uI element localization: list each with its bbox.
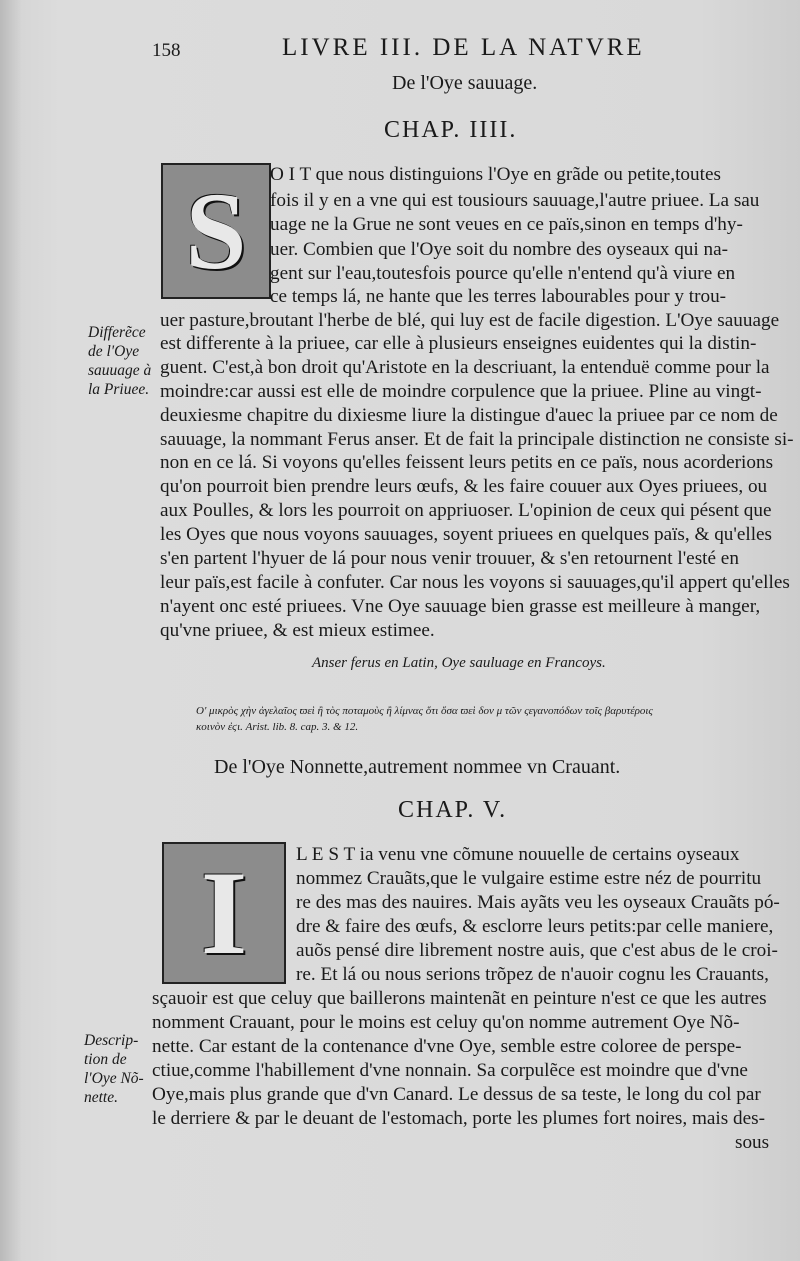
text-line: est differente à la priuee, car elle à plusieurs enseignes euidentes qui la distin- <box>160 333 757 354</box>
margin-note-description: Descrip- tion de l'Oye Nõ- nette. <box>84 1032 144 1106</box>
text-line: nommez Crauãts,que le vulgaire estime estre néz de pourritu <box>296 868 762 889</box>
text-line: qu'vne priuee, & est mieux estimee. <box>160 620 435 641</box>
text-line: non en ce lá. Si voyons qu'elles feissent leurs petits en ce païs, nous acorderions <box>160 452 774 473</box>
decorated-initial-i: I <box>162 842 286 984</box>
text-line: re. Et lá ou nous serions trõpez de n'auoir cognu les Crauants, <box>296 964 769 985</box>
text-line: Oye,mais plus grande que d'vn Canard. Le dessus de sa teste, le long du col par <box>152 1084 761 1105</box>
illustration-caption: Anser ferus en Latin, Oye sauluage en Francoys. <box>312 655 606 671</box>
text-line: qu'on pourroit bien prendre leurs œufs, & les faire couuer aux Oyes priuees, ou <box>160 476 768 497</box>
text-line: re des mas des nauires. Mais ayãts veu les oyseaux Crauãts pó- <box>296 892 780 913</box>
text-line: s'en partent l'hyuer de lá pour nous venir trouuer, & s'en retournent l'esté en <box>160 548 739 569</box>
text-line: leur païs,est facile à confuter. Car nous les voyons si sauuages,qu'il appert qu'elles <box>160 572 790 593</box>
text-line: uer. Combien que l'Oye soit du nombre des oyseaux qui na- <box>270 239 729 260</box>
running-head: LIVRE III. DE LA NATVRE <box>282 34 645 61</box>
text-line: le derriere & par le deuant de l'estomach, porte les plumes fort noires, mais des- <box>152 1108 765 1129</box>
margin-note-difference: Differẽce de l'Oye sauuage à la Priuee. <box>88 324 152 398</box>
catchword: sous <box>735 1132 770 1153</box>
section-subtitle-wild-goose: De l'Oye sauuage. <box>392 72 538 94</box>
text-line: dre & faire des œufs, & esclorre leurs petits:par celle maniere, <box>296 916 774 937</box>
chapter-heading-5: CHAP. V. <box>398 797 508 823</box>
decorated-initial-s: S <box>161 163 271 299</box>
text-line: n'ayent onc esté priuees. Vne Oye sauuage bien grasse est meilleure à manger, <box>160 596 761 617</box>
text-line: nette. Car estant de la contenance d'vne Oye, semble estre coloree de perspe- <box>152 1036 742 1057</box>
text-line: uage ne la Grue ne sont veues en ce païs,sinon en temps d'hy- <box>270 214 743 235</box>
text-line: les Oyes que nous voyons sauuages, soyent priuees en quelques païs, & qu'elles <box>160 524 773 545</box>
text-line: O I T que nous distinguions l'Oye en grãde ou petite,toutes <box>270 164 721 185</box>
chapter-heading-4: CHAP. IIII. <box>384 117 518 143</box>
text-line: moindre:car aussi est elle de moindre corpulence que la priuee. Pline au vingt- <box>160 381 762 402</box>
text-line: ctiue,comme l'habillement d'vne nonnain. Sa corpulẽce est moindre que d'vne <box>152 1060 748 1081</box>
text-line: uer pasture,broutant l'herbe de blé, qui luy est de facile digestion. L'Oye sauuage <box>160 310 780 331</box>
greek-quotation: Ο' μικρὸς χὴν ἀγελαῖος ϖεὶ ἢ τὸς ποταμοὺς ἢ λίμνας ὅτι ὅσα ϖεὶ δον μ τῶν ςεγανοπόδων τοῖς βαρυτέροις κοινὸν ἐϛι. Arist. lib. 8. cap. 3. & 12. <box>196 705 653 733</box>
text-line: nomment Crauant, pour le moins est celuy qu'on nomme autrement Oye Nõ- <box>152 1012 740 1033</box>
text-line: sçauoir est que celuy que baillerons maintenãt en peinture n'est ce que les autres <box>152 988 767 1009</box>
text-line: L E S T ia venu vne cõmune nouuelle de certains oyseaux <box>296 844 740 865</box>
page-number: 158 <box>152 40 181 61</box>
text-line: sauuage, la nommant Ferus anser. Et de fait la principale distinction ne consiste si- <box>160 429 794 450</box>
text-line: auõs pensé dire librement nostre auis, que c'est abus de le croi- <box>296 940 778 961</box>
section-subtitle-nonnette: De l'Oye Nonnette,autrement nommee vn Crauant. <box>214 756 621 778</box>
text-line: fois il y en a vne qui est tousiours sauuage,l'autre priuee. La sau <box>270 190 760 211</box>
text-line: gent sur l'eau,toutesfois pource qu'elle n'entend qu'à viure en <box>270 263 736 284</box>
text-line: aux Poulles, & lors les pourroit on appriuoser. L'opinion de ceux qui pésent que <box>160 500 772 521</box>
text-line: guent. C'est,à bon droit qu'Aristote en la descriuant, la entenduë comme pour la <box>160 357 770 378</box>
text-line: deuxiesme chapitre du dixiesme liure la distingue d'auec la priuee par ce nom de <box>160 405 778 426</box>
text-line: ce temps lá, ne hante que les terres labourables pour y trou- <box>270 286 727 307</box>
